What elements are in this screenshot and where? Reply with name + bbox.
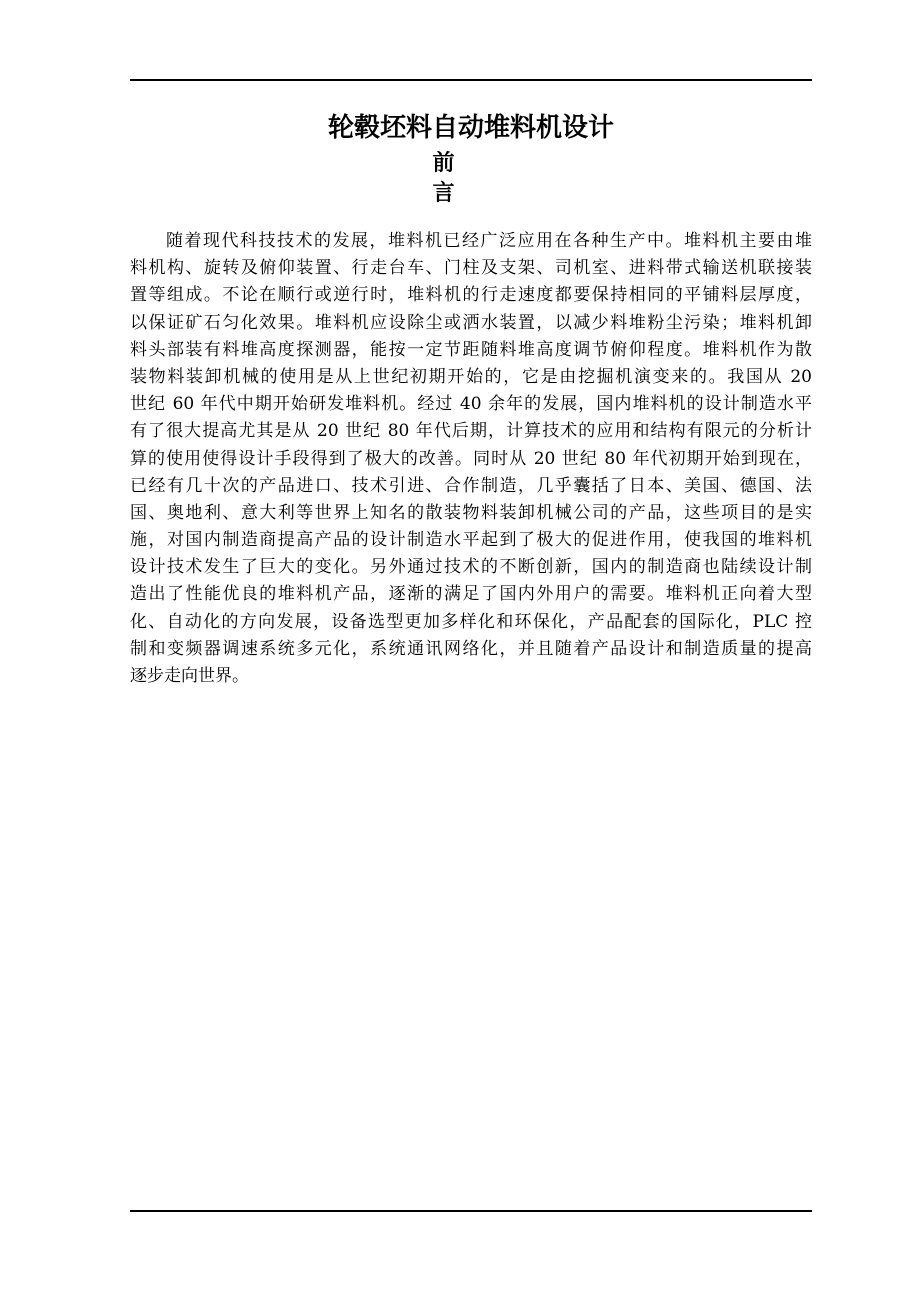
paragraph-line: 制和变频器调速系统多元化，系统通讯网络化，并且随着产品设计和制造质量的提高 [130,638,812,659]
section-heading-preface: 前言 [432,150,481,206]
paragraph-line: 设计技术发生了巨大的变化。另外通过技术的不断创新，国内的制造商也陆续设计制 [130,557,812,578]
paragraph-line: 化、自动化的方向发展，设备选型更加多样化和环保化，产品配套的国际化，PLC 控 [130,611,812,632]
paragraph-line: 有了很大提高尤其是从 20 世纪 80 年代后期，计算技术的应用和结构有限元的分析计 [130,421,812,442]
paragraph-line: 料机构、旋转及俯仰装置、行走台车、门柱及支架、司机室、进料带式输送机联接装 [130,258,812,279]
paragraph-line: 随着现代科技技术的发展，堆料机已经广泛应用在各种生产中。堆料机主要由堆 [166,231,812,251]
paragraph-line: 造出了性能优良的堆料机产品，逐渐的满足了国内外用户的需要。堆料机正向着大型 [130,584,812,605]
paragraph-line: 装物料装卸机械的使用是从上世纪初期开始的，它是由挖掘机演变来的。我国从 20 [130,366,812,387]
paragraph-line: 算的使用使得设计手段得到了极大的改善。同时从 20 世纪 80 年代初期开始到现在， [130,448,812,469]
paragraph-line: 施，对国内制造商提高产品的设计制造水平起到了极大的促进作用，使我国的堆料机 [130,530,812,551]
document-title: 轮毂坯料自动堆料机设计 [327,113,614,143]
header-rule [130,79,812,81]
paragraph-line: 逐步走向世界。 [130,666,249,686]
paragraph-line: 已经有几十次的产品进口、技术引进、合作制造，几乎囊括了日本、美国、德国、法 [130,475,812,496]
paragraph-line: 置等组成。不论在顺行或逆行时，堆料机的行走速度都要保持相同的平铺料层厚度， [130,285,812,306]
paragraph-line: 以保证矿石匀化效果。堆料机应设除尘或洒水装置，以减少料堆粉尘污染；堆料机卸 [130,312,812,333]
preface-paragraph [130,228,812,690]
paragraph-line: 料头部装有料堆高度探测器，能按一定节距随料堆高度调节俯仰程度。堆料机作为散 [130,339,812,360]
paragraph-line: 国、奥地利、意大利等世界上知名的散装物料装卸机械公司的产品，这些项目的是实 [130,502,812,523]
paragraph-line: 世纪 60 年代中期开始研发堆料机。经过 40 余年的发展，国内堆料机的设计制造水平 [130,394,812,415]
footer-rule [130,1210,812,1212]
